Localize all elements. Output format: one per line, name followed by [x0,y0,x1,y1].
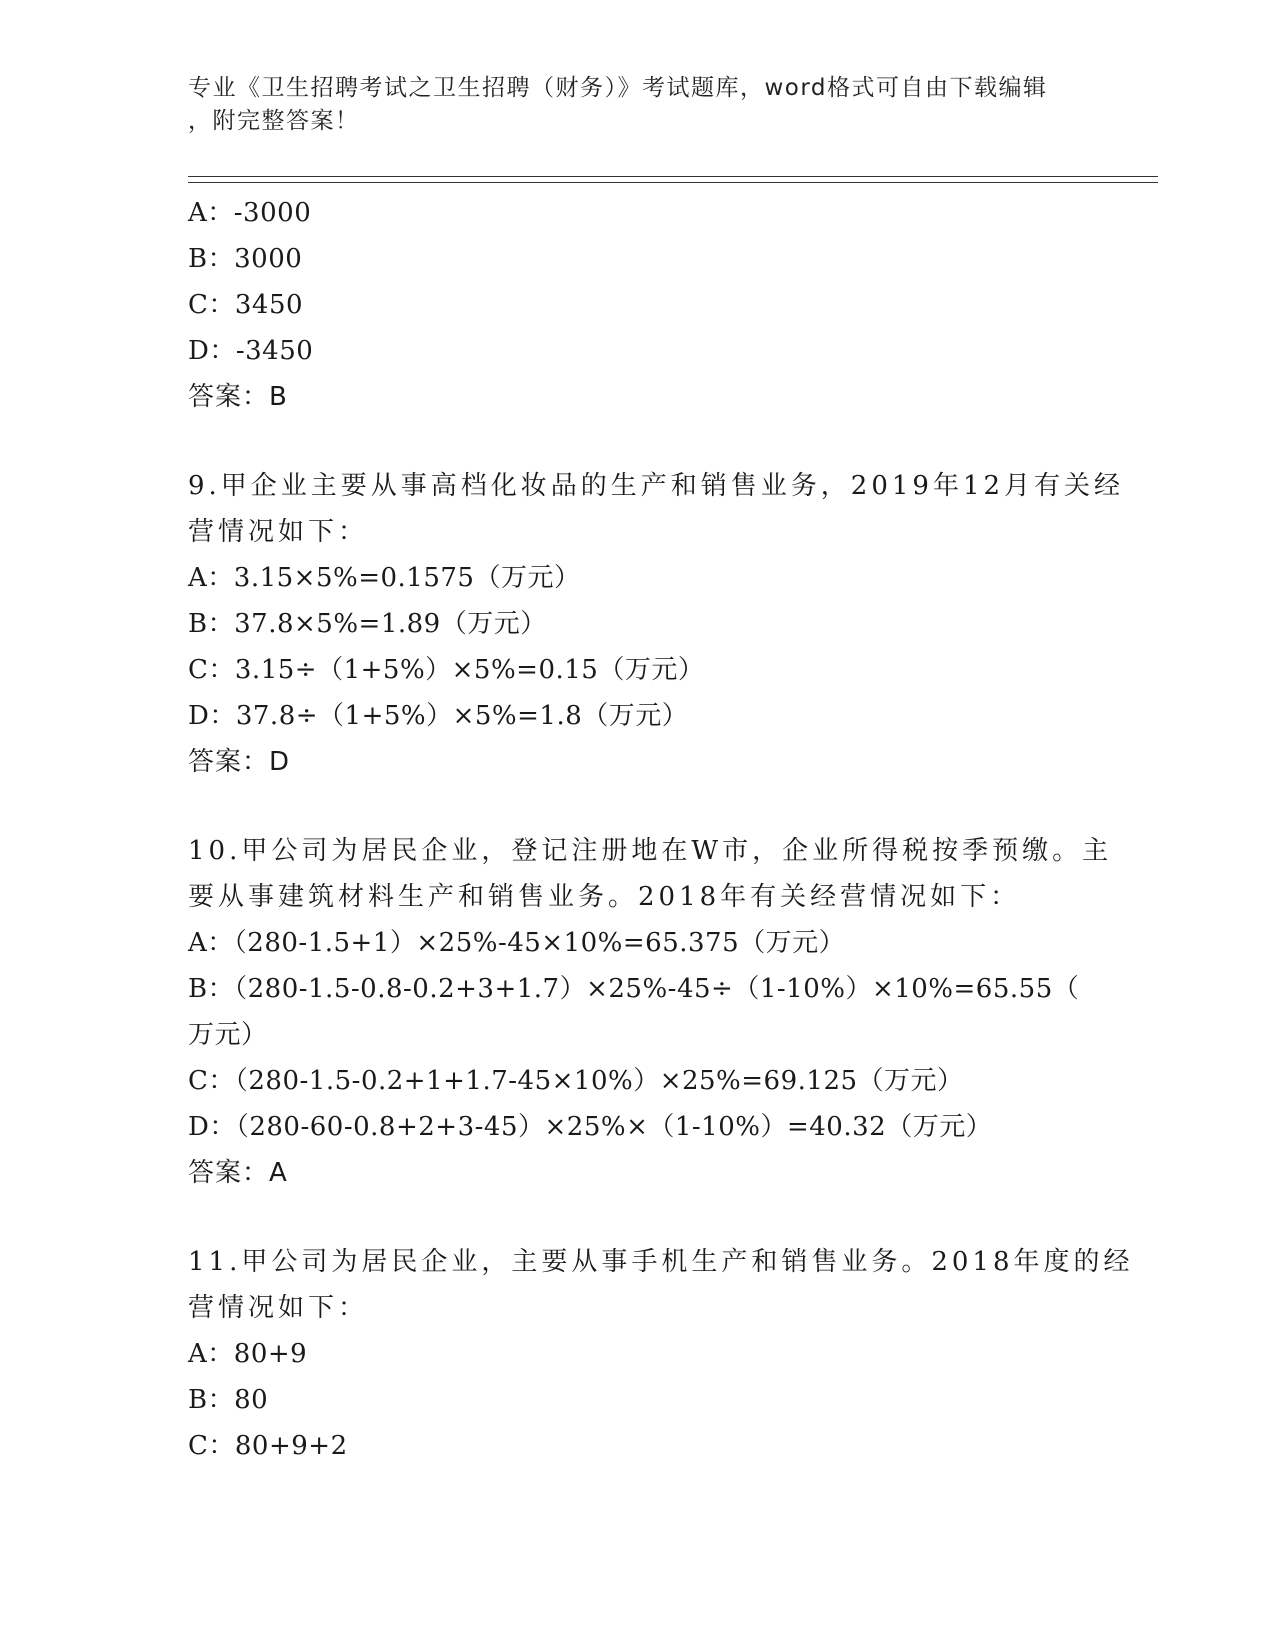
question-block-8 [188,190,1088,420]
option-b-continued: 万元） [188,1020,268,1050]
question-text-line: 11.甲公司为居民企业，主要从事手机生产和销售业务。2018年度的经 [188,1247,1134,1277]
question-text-line: 9.甲企业主要从事高档化妆品的生产和销售业务，2019年12月有关经 [188,471,1125,501]
question-block-11 [188,1239,1134,1469]
option-b: B：80 [188,1385,269,1415]
option-c: C：80+9+2 [188,1431,348,1461]
answer-line: 答案：A [188,1158,288,1188]
question-text-line: 营情况如下： [188,1293,369,1323]
answer-line: 答案：B [188,382,288,412]
option-a: A：3.15×5%=0.1575（万元） [188,563,581,593]
question-text-line: 10.甲公司为居民企业，登记注册地在W市，企业所得税按季预缴。主 [188,836,1113,866]
option-d: D：37.8÷（1+5%）×5%=1.8（万元） [188,701,689,731]
header-line-2: ，附完整答案！ [188,108,360,134]
question-block-9 [188,463,1125,785]
question-text-line: 要从事建筑材料生产和销售业务。2018年有关经营情况如下： [188,882,1021,912]
option-a: A：-3000 [188,198,312,228]
option-c: C：3450 [188,290,304,320]
option-d: D：-3450 [188,336,314,366]
answer-line: 答案：D [188,747,291,777]
question-list [188,190,1134,1469]
question-block-10 [188,828,1113,1196]
option-b: B：3000 [188,244,303,274]
option-d: D：（280-60-0.8+2+3-45）×25%×（1-10%）=40.32（万元） [188,1112,993,1142]
option-b: B：（280-1.5-0.8-0.2+3+1.7）×25%-45÷（1-10%）×10%=65.55（ [188,974,1080,1004]
header-line-1: 专业《卫生招聘考试之卫生招聘（财务）》考试题库，word格式可自由下载编辑 [188,75,1048,101]
header-divider-bottom [188,182,1158,183]
option-c: C：3.15÷（1+5%）×5%=0.15（万元） [188,655,705,685]
option-a: A：（280-1.5+1）×25%-45×10%=65.375（万元） [188,928,846,958]
option-c: C：（280-1.5-0.2+1+1.7-45×10%）×25%=69.125（万元） [188,1066,964,1096]
question-text-line: 营情况如下： [188,517,369,547]
document-header [188,72,1088,138]
option-b: B：37.8×5%=1.89（万元） [188,609,547,639]
header-divider-top [188,176,1158,177]
option-a: A：80+9 [188,1339,308,1369]
